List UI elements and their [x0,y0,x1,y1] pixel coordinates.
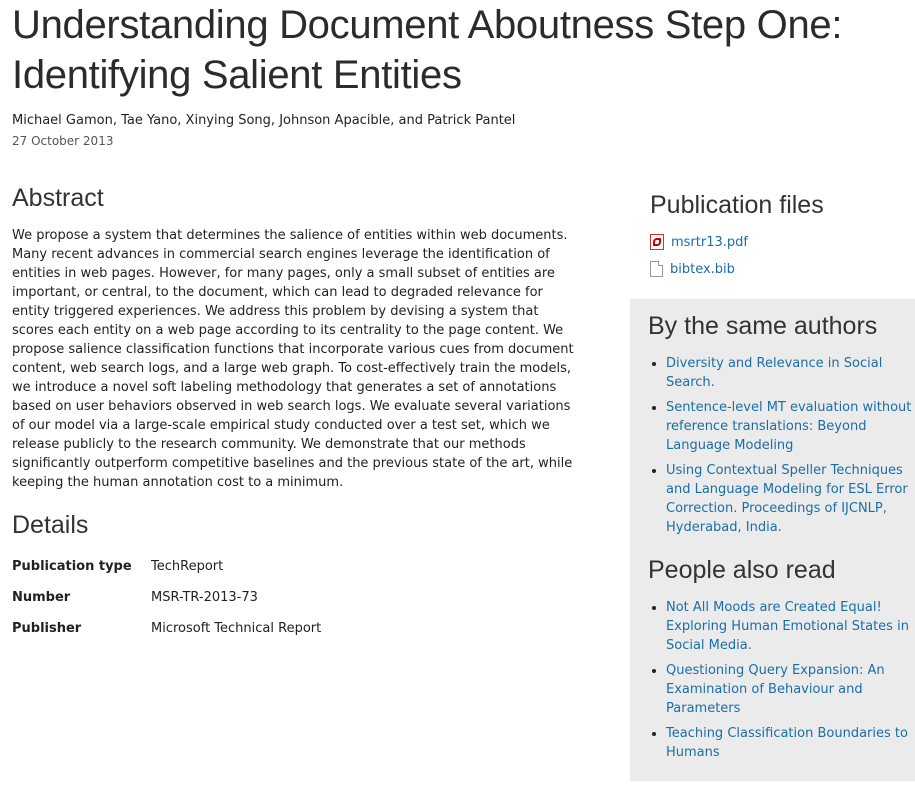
file-row-bib [650,261,735,277]
page-title: Understanding Document Aboutness Step One: Identifying Salient Entities [12,3,843,97]
list-item [666,354,915,392]
also-read-list [648,598,915,768]
author-list: Michael Gamon, Tae Yano, Xinying Song, Johnson Apacible, and Patrick Pantel [12,113,516,128]
details-row-number [12,590,321,621]
details-row-publication-type [12,559,321,590]
sidebar-related [630,299,915,781]
related-link[interactable]: Not All Moods are Created Equal! Exploring Human Emotional States in Social Media. [666,600,909,653]
pdf-icon [650,234,664,250]
list-item [666,724,915,762]
file-row-pdf [650,234,748,250]
also-read-heading: People also read [648,556,836,584]
related-link[interactable]: Using Contextual Speller Techniques and Language Modeling for ESL Error Correction. Proceedings of IJCNLP, Hyderabad, India. [666,463,908,535]
document-icon [650,261,663,277]
details-heading: Details [12,511,89,539]
details-label: Publisher [12,621,82,636]
related-link[interactable]: Diversity and Relevance in Social Search. [666,356,883,390]
list-item [666,598,915,655]
publication-files-heading: Publication files [650,191,824,219]
related-link[interactable]: Teaching Classification Boundaries to Humans [666,726,908,760]
details-label: Publication type [12,559,132,574]
list-item [666,661,915,718]
abstract-text: We propose a system that determines the salience of entities within web documents. Many recent advances in commercial search engines leverage the identification of entities in web pages. However, for many pages, only a small subset of entities are important, or central, to the document, which can lead to degraded relevance for entity triggered experiences. We address this problem by devising a system that scores each entity on a web page according to its centrality to the page content. We propose salience classification functions that incorporate various cues from document content, web search logs, and a large web graph. To cost-effectively train the models, we introduce a novel soft labeling methodology that generates a set of annotations based on user behaviors observed in web search logs. We evaluate several variations of our model via a large-scale empirical study conducted over a test set, which we release publicly to the research community. We demonstrate that our methods significantly outperform competitive baselines and the previous state of the art, while keeping the human annotation cost to a minimum. [12,228,574,490]
details-row-publisher [12,621,321,652]
related-link[interactable]: Sentence-level MT evaluation without reference translations: Beyond Language Modeling [666,400,912,453]
same-authors-heading: By the same authors [648,312,878,340]
abstract-heading: Abstract [12,184,104,212]
publication-date: 27 October 2013 [12,134,114,148]
list-item [666,398,915,455]
details-table [12,559,321,652]
file-link-pdf[interactable]: msrtr13.pdf [671,234,748,250]
list-item [666,461,915,537]
details-label: Number [12,590,71,605]
details-value: Microsoft Technical Report [151,621,322,636]
details-value: TechReport [151,559,224,574]
file-link-bib[interactable]: bibtex.bib [670,261,735,277]
details-value: MSR-TR-2013-73 [151,590,258,605]
same-authors-list [648,354,915,543]
related-link[interactable]: Questioning Query Expansion: An Examination of Behaviour and Parameters [666,663,885,716]
